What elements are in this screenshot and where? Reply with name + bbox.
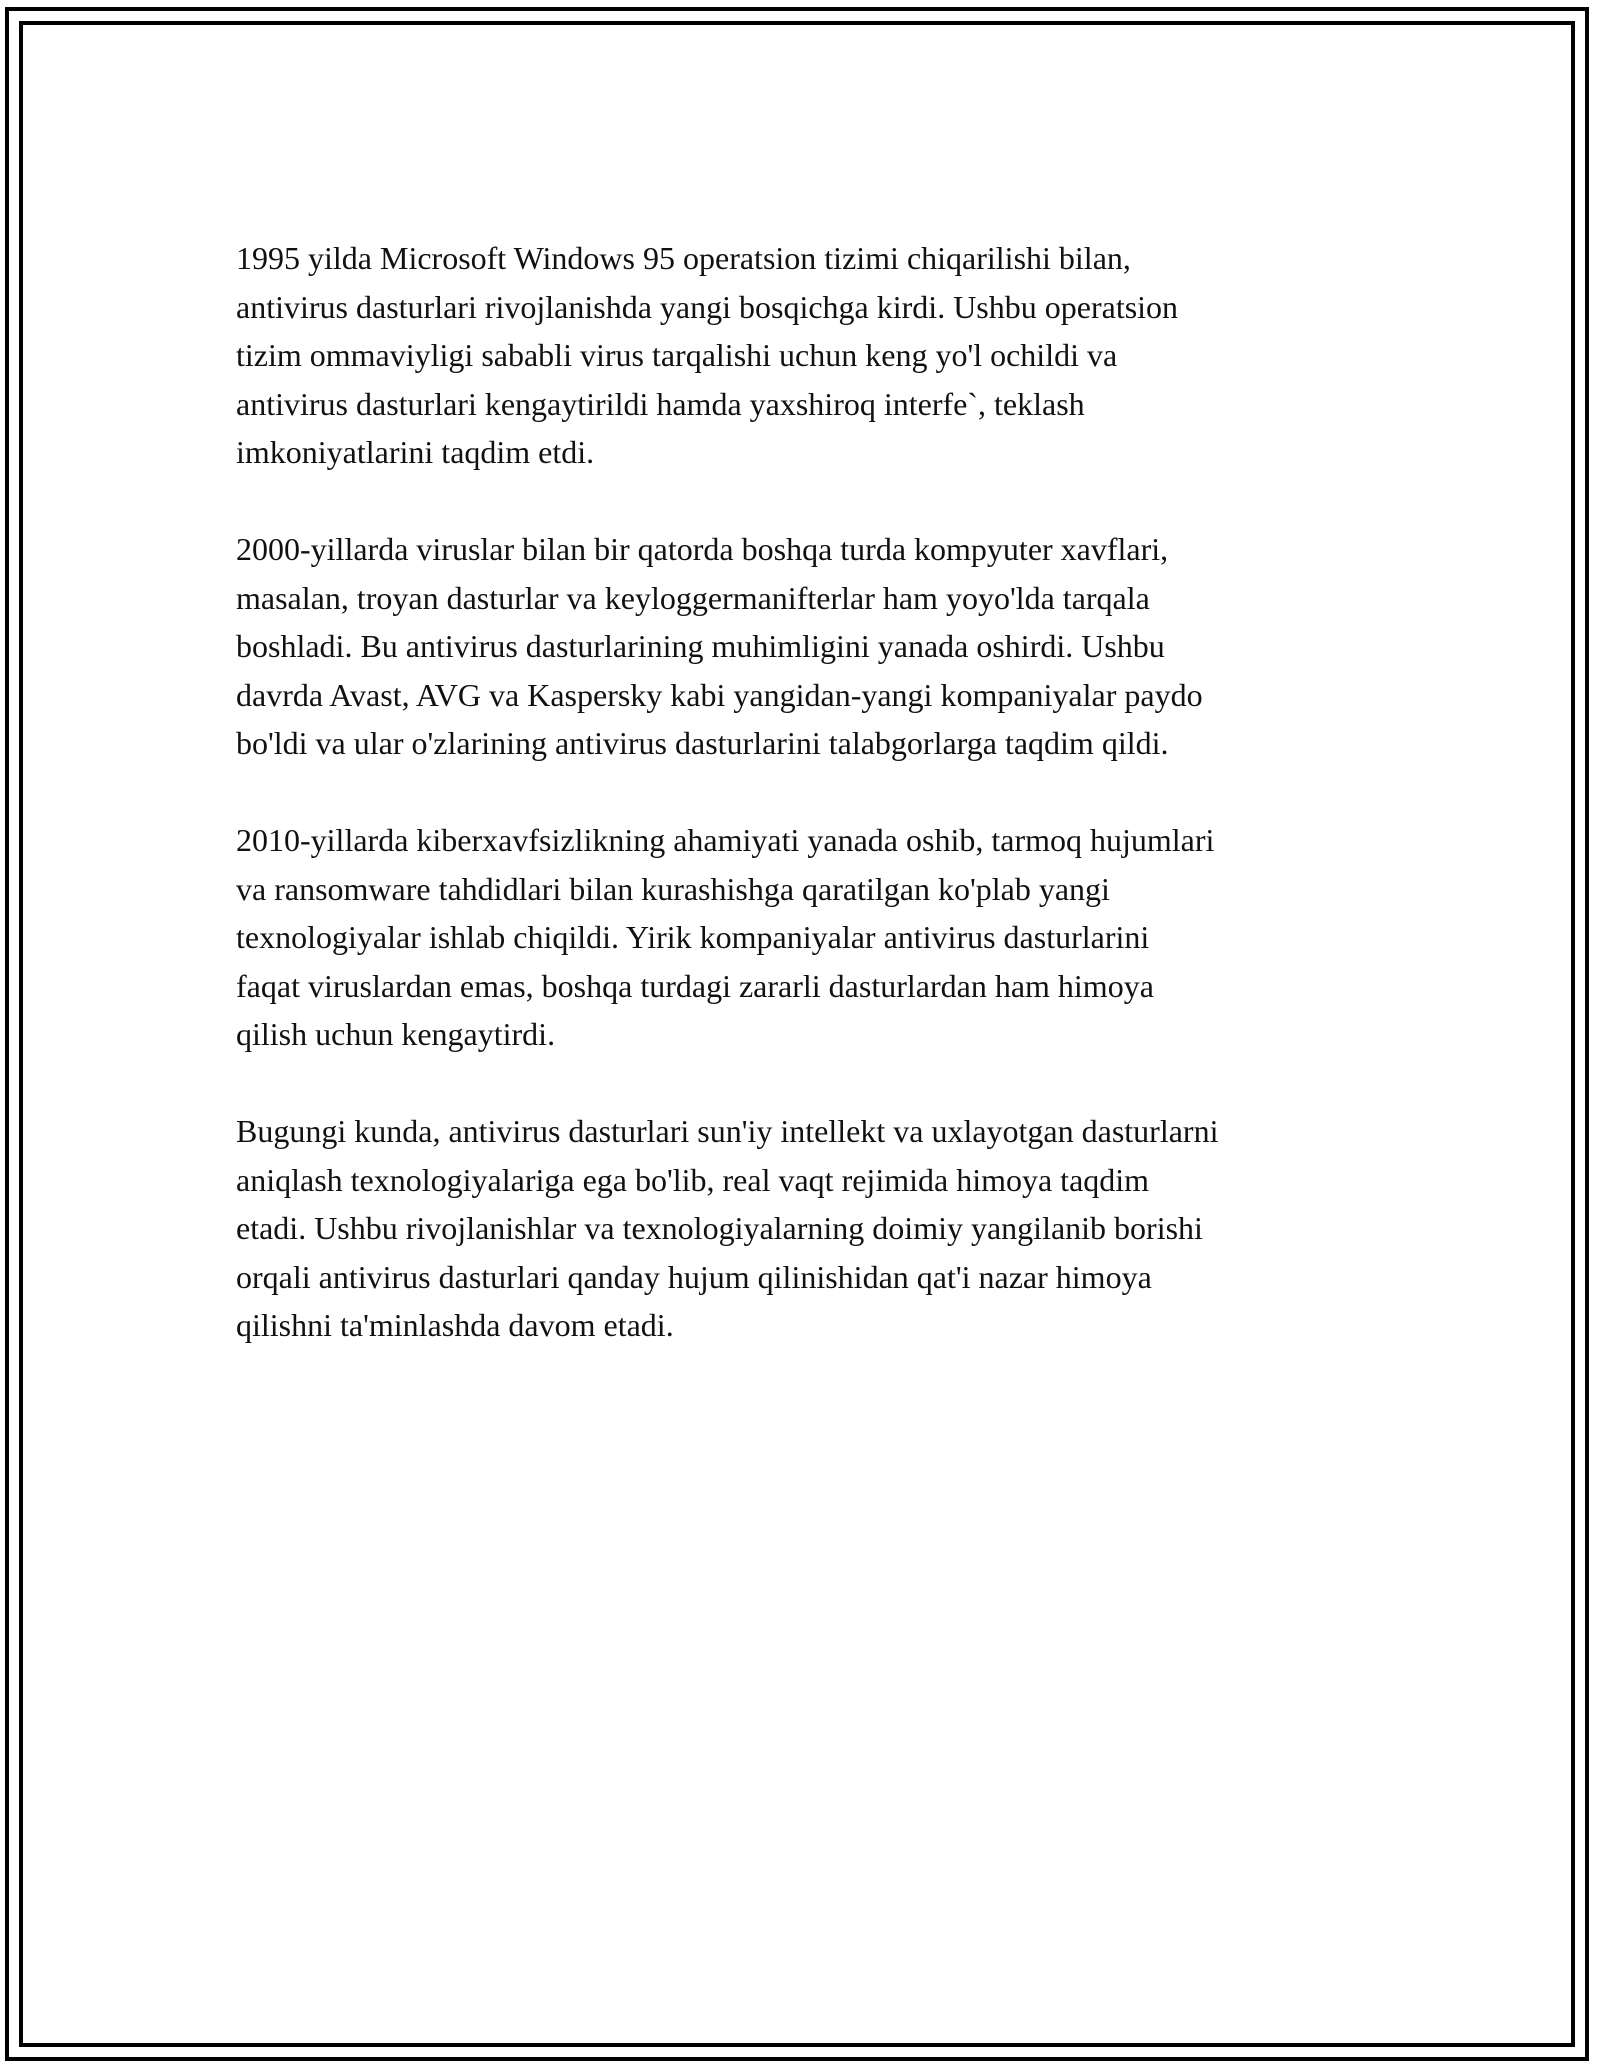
paragraph-1995: 1995 yilda Microsoft Windows 95 operatsion tizimi chiqarilishi bilan, antivirus dasturlari rivojlanishda yangi bosqichga kirdi. Ushbu operatsion tizim ommaviyligi sababli virus tarqalishi uchun keng yo'l ochildi va antivirus dasturlari kengaytirildi hamda yaxshiroq interfe`, teklash imkoniyatlarini taqdim etdi. — [236, 240, 1179, 470]
paragraph-2000s: 2000-yillarda viruslar bilan bir qatorda boshqa turda kompyuter xavflari, masalan, troyan dasturlar va keyloggermanifterlar ham yoyo'lda tarqala boshladi. Bu antivirus dasturlarining muhimligini yanada oshirdi. Ushbu davrda Avast, AVG va Kaspersky kabi yangidan-yangi kompaniyalar paydo bo'ldi va ular o'zlarining antivirus dasturlarini talabgorlarga taqdim qildi. — [236, 531, 1203, 761]
paragraph-today: Bugungi kunda, antivirus dasturlari sun'iy intellekt va uxlayotgan dasturlarni aniqlash texnologiyalariga ega bo'lib, real vaqt rejimida himoya taqdim etadi. Ushbu rivojlanishlar va texnologiyalarning doimiy yangilanib borishi orqali antivirus dasturlari qanday hujum qilinishidan qat'i nazar himoya qilishni ta'minlashda davom etadi. — [236, 1113, 1219, 1343]
paragraph-2010s: 2010-yillarda kiberxavfsizlikning ahamiyati yanada oshib, tarmoq hujumlari va ransomware tahdidlari bilan kurashishga qaratilgan ko'plab yangi texnologiyalar ishlab chiqildi. Yirik kompaniyalar antivirus dasturlarini faqat viruslardan emas, boshqa turdagi zararli dasturlardan ham himoya qilish uchun kengaytirdi. — [236, 822, 1215, 1052]
document-body — [236, 234, 1376, 1398]
